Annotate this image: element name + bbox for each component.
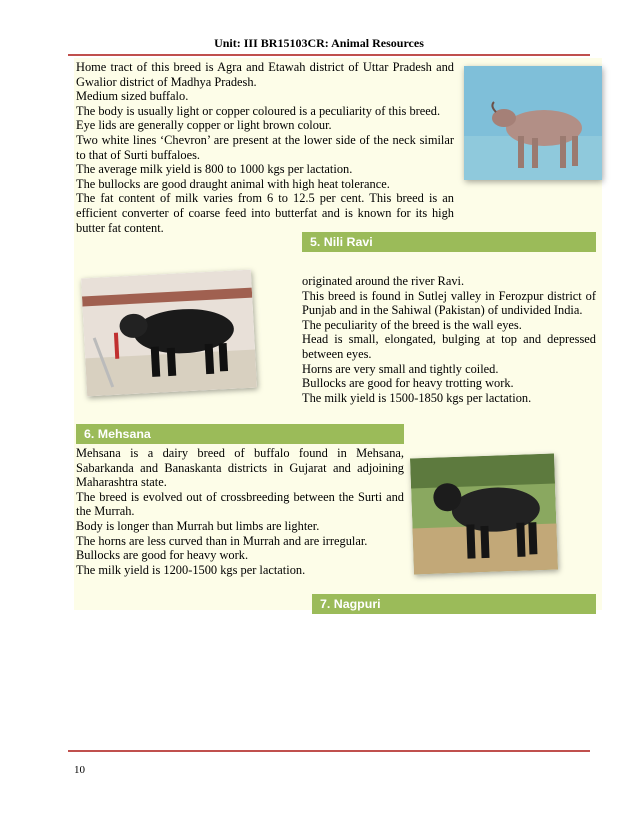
buffalo-photo-light [464, 66, 602, 180]
nili-ravi-line: The peculiarity of the breed is the wall eyes. [302, 317, 522, 332]
mehsana-text [76, 446, 404, 577]
intro-line: Home tract of this breed is Agra and Etawah district of Uttar Pradesh and Gwalior district of Madhya Pradesh. [76, 60, 454, 89]
nili-ravi-line: This breed is found in Sutlej valley in Ferozpur district of Punjab and in the Sahiwal (Pakistan) of undivided India. [302, 288, 596, 318]
mehsana-line: Bullocks are good for heavy work. [76, 548, 249, 563]
mehsana-line: Body is longer than Murrah but limbs are lighter. [76, 518, 320, 533]
mehsana-line: The milk yield is 1200-1500 kgs per lactation. [76, 562, 306, 577]
section-heading-nagpuri: 7. Nagpuri [312, 594, 596, 614]
intro-text [76, 60, 454, 235]
nili-ravi-line: Head is small, elongated, bulging at top and depressed between eyes. [302, 332, 596, 361]
intro-line: The bullocks are good draught animal with high heat tolerance. [76, 176, 390, 191]
intro-line: The fat content of milk varies from 6 to 12.5 per cent. This breed is an efficient converter of coarse feed into butterfat and is known for its high butter fat content. [76, 191, 454, 235]
header-rule [68, 54, 590, 56]
section-heading-nili-ravi: 5. Nili Ravi [302, 232, 596, 252]
nili-ravi-line: originated around the river Ravi. [302, 274, 465, 288]
section-heading-mehsana: 6. Mehsana [76, 424, 404, 444]
intro-line: Medium sized buffalo. [76, 89, 189, 104]
page-header: Unit: III BR15103CR: Animal Resources [214, 36, 424, 50]
page-number: 10 [74, 764, 85, 776]
intro-line: Eye lids are generally copper or light brown colour. [76, 118, 332, 133]
intro-line: The average milk yield is 800 to 1000 kgs per lactation. [76, 162, 353, 177]
mehsana-line: The breed is evolved out of crossbreeding between the Surti and the Murrah. [76, 489, 404, 519]
nili-ravi-text [302, 274, 596, 405]
intro-line: The body is usually light or copper coloured is a peculiarity of this breed. [76, 103, 441, 118]
nili-ravi-line: Horns are very small and tightly coiled. [302, 361, 499, 376]
nili-ravi-line: Bullocks are good for heavy trotting work. [302, 376, 514, 391]
footer-rule [68, 750, 590, 752]
buffalo-photo-mehsana [410, 454, 558, 575]
mehsana-line: The horns are less curved than in Murrah and are irregular. [76, 533, 368, 548]
intro-line: Two white lines ‘Chevron’ are present at the lower side of the neck similar to that of Surti buffaloes. [76, 132, 454, 162]
nili-ravi-line: The milk yield is 1500-1850 kgs per lactation. [302, 390, 532, 405]
buffalo-photo-nili-ravi [81, 270, 257, 397]
mehsana-line: Mehsana is a dairy breed of buffalo found in Mehsana, Sabarkanda and Banaskanta districts in Gujarat and adjoining Maharashtra state. [76, 446, 404, 490]
